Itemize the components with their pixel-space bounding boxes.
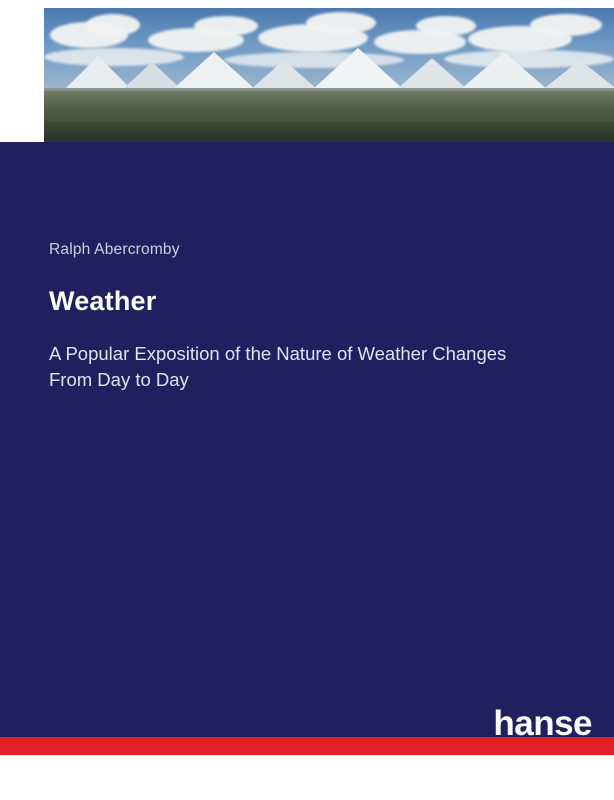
cloud-shape <box>416 16 476 36</box>
mountain-peak <box>396 58 468 90</box>
cloud-shape <box>194 16 258 36</box>
valley-shadow <box>44 121 614 142</box>
author-name: Ralph Abercromby <box>49 241 180 258</box>
mountain-peak <box>312 48 404 90</box>
publisher-logo-text: hanse <box>493 704 592 743</box>
mountain-peak <box>250 60 318 90</box>
book-title: Weather <box>49 286 157 316</box>
cloud-shape <box>530 14 602 36</box>
cloud-shape <box>86 14 140 36</box>
cover-photograph <box>44 8 614 142</box>
logo-swoosh-icon <box>492 734 522 747</box>
mountain-peak <box>460 52 548 90</box>
mountain-peak <box>172 52 256 90</box>
publisher-logo <box>493 706 592 742</box>
mountain-peak <box>542 60 614 90</box>
cover-bottom-margin <box>0 755 614 800</box>
cover-left-margin <box>0 0 44 142</box>
cover-top-margin <box>0 0 614 8</box>
cloud-shape <box>306 12 376 34</box>
book-subtitle: A Popular Exposition of the Nature of Weather Changes From Day to Day <box>49 343 507 390</box>
